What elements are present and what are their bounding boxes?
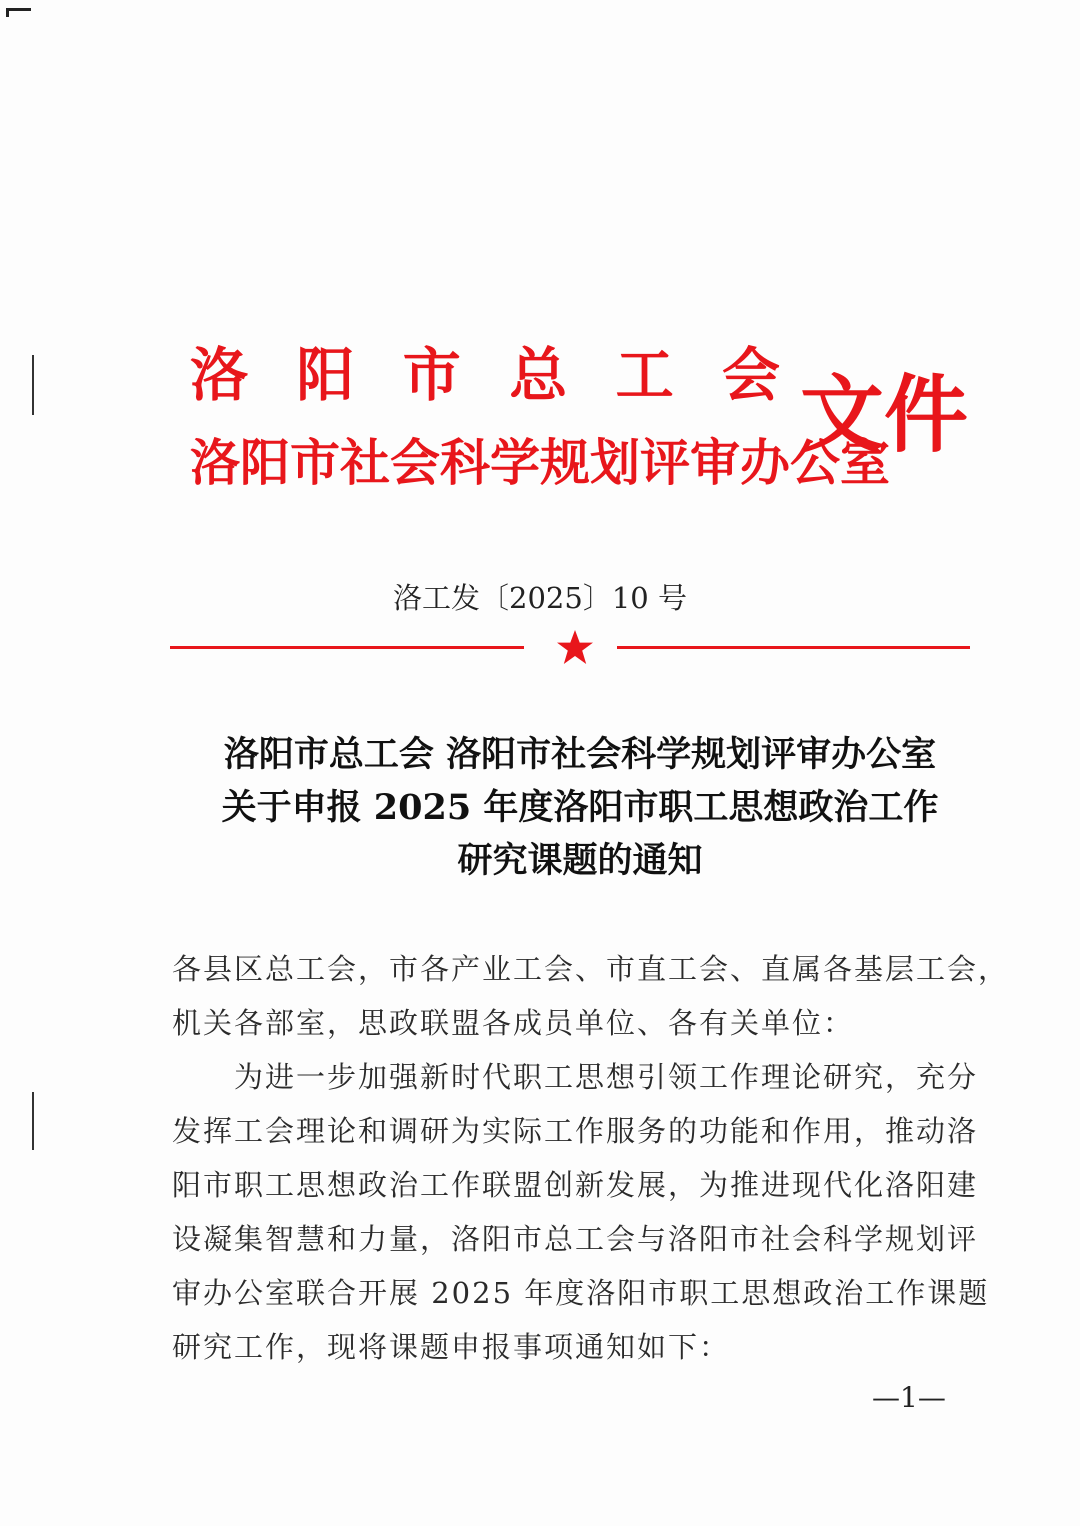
title-line-3: 研究课题的通知 <box>457 840 703 881</box>
star-icon <box>555 628 595 668</box>
title-line-2: 关于申报 2025 年度洛阳市职工思想政治工作 <box>221 787 939 828</box>
scan-edge-mark <box>32 1092 34 1150</box>
document-number: 洛工发〔2025〕10 号 <box>393 581 687 615</box>
scan-edge-mark <box>32 355 34 415</box>
title-line-1: 洛阳市总工会 洛阳市社会科学规划评审办公室 <box>223 734 937 775</box>
body-line: 为进一步加强新时代职工思想引领工作理论研究，充分 <box>172 1060 979 1094</box>
body-line: 阳市职工思想政治工作联盟创新发展，为推进现代化洛阳建 <box>172 1168 979 1202</box>
red-rule-left <box>170 646 524 649</box>
red-rule-right <box>617 646 970 649</box>
body-line: 各县区总工会，市各产业工会、市直工会、直属各基层工会， <box>172 952 1010 986</box>
body-line: 发挥工会理论和调研为实际工作服务的功能和作用，推动洛 <box>172 1114 979 1148</box>
issuer-line-1: 洛 阳 市 总 工 会 <box>190 341 780 409</box>
scan-corner-mark <box>6 8 31 17</box>
page-number: —1— <box>872 1381 946 1414</box>
notice-title <box>140 728 1020 887</box>
file-word: 文件 <box>800 365 969 464</box>
body-line: 审办公室联合开展 2025 年度洛阳市职工思想政治工作课题 <box>172 1276 990 1310</box>
body-line: 机关各部室，思政联盟各成员单位、各有关单位： <box>172 1006 855 1040</box>
body-line: 设凝集智慧和力量，洛阳市总工会与洛阳市社会科学规划评 <box>172 1222 979 1256</box>
issuer-line-2: 洛阳市社会科学规划评审办公室 <box>190 433 890 492</box>
body-line: 研究工作，现将课题申报事项通知如下： <box>172 1330 731 1364</box>
